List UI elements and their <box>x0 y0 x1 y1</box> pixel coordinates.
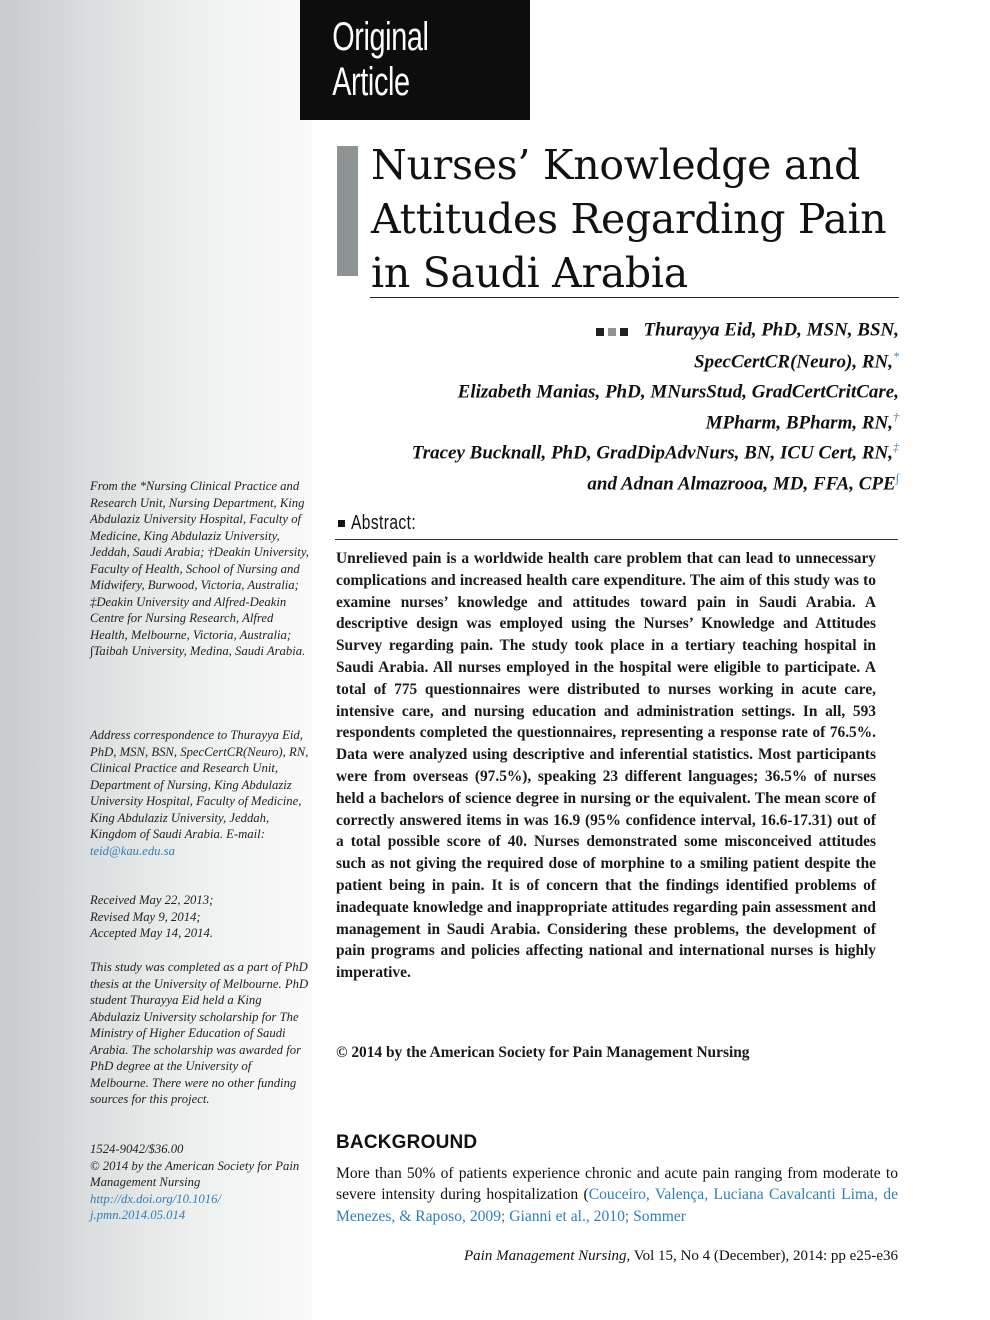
article-title: Nurses’ Knowledge and Attitudes Regarding Pain in Saudi Arabia <box>371 141 887 297</box>
affiliation-link[interactable]: * <box>893 348 899 363</box>
author-line: Tracey Bucknall, PhD, GradDipAdvNurs, BN, ICU Cert, RN,‡ <box>411 440 899 464</box>
abstract-rule <box>335 539 898 540</box>
affiliations: From the *Nursing Clinical Practice and Research Unit, Nursing Department, King Abdulaziz University Hospital, Faculty of Medicine, King Abdulaziz University, Jeddah, Saudi Arabia; †Deakin University, Faculty of Health, School of Nursing and Midwifery, Burwood, Victoria, Australia; ‡Deakin University and Alfred-Deakin Centre for Nursing Research, Alfred Health, Melbourne, Victoria, Australia; ∫Taibah University, Medina, Saudi Arabia. <box>90 479 309 658</box>
author-line: Elizabeth Manias, PhD, MNursStud, GradCertCritCare, <box>457 381 899 403</box>
author-line: SpecCertCR(Neuro), RN,* <box>694 348 899 372</box>
section-label: Original Article <box>332 15 429 104</box>
correspondence: Address correspondence to Thurayya Eid, PhD, MSN, BSN, SpecCertCR(Neuro), RN, Clinical Practice and Research Unit, Department of Nursing, King Abdulaziz University Hospital, Faculty of Medicine, King Abdulaziz University, Jeddah, Kingdom of Saudi Arabia. E-mail: teid@kau.edu.sa <box>90 728 309 858</box>
author-list <box>299 312 899 497</box>
author-marker-icon <box>596 318 632 343</box>
abstract-copyright: © 2014 by the American Society for Pain Management Nursing <box>336 1044 750 1061</box>
background-heading: BACKGROUND <box>336 1132 478 1153</box>
history-dates: Received May 22, 2013; Revised May 9, 2014; Accepted May 14, 2014. <box>90 893 214 940</box>
section-label-band <box>300 0 530 120</box>
abstract-text: Unrelieved pain is a worldwide health care problem that can lead to unnecessary complications and increased health care expenditure. The aim of this study was to examine nurses’ knowledge and attitudes toward pain in Saudi Arabia. A descriptive design was employed using the Nurses’ Knowledge and Attitudes Survey regarding pain. The study took place in a tertiary teaching hospital in Saudi Arabia. All nurses employed in the hospital were eligible to participate. A total of 775 questionnaires were distributed to nurses working in acute care, intensive care, and nursing education and administration settings. In all, 593 respondents completed the questionnaires, representing a response rate of 76.5%. Data were analyzed using descriptive and inferential statistics. Most participants were from overseas (97.5%), speaking 23 different languages; 36.5% of nurses held a bachelors of science degree in nursing or the equivalent. The mean score of correctly answered items in was 16.9 (95% confidence interval, 16.6-17.31) out of a total possible score of 40. Nurses demonstrated some misconceived attitudes such as not giving the required dose of morphine to a smiling patient despite the patient being in pain. It is of concern that the findings identified problems of inadequate knowledge and inappropriate attitudes regarding pain assessment and management in Saudi Arabia. Considering these problems, the development of pain programs and policies affecting national and international nurses is highly imperative. <box>336 550 876 982</box>
author-line: MPharm, BPharm, RN,† <box>705 409 899 434</box>
author-line: Thurayya Eid, PhD, MSN, BSN, <box>299 312 899 344</box>
email-link[interactable]: teid@kau.edu.sa <box>90 843 175 858</box>
citation-link[interactable]: Couceiro, Valença, Luciana Cavalcanti Lima, de Menezes, & Raposo, 2009; Gianni et al., 2010; Sommer <box>336 1186 898 1225</box>
author-line: and Adnan Almazrooa, MD, FFA, CPE∫ <box>587 471 899 495</box>
square-bullet-icon <box>338 520 345 527</box>
funding-note: This study was completed as a part of PhD thesis at the University of Melbourne. PhD student Thurayya Eid held a King Abdulaziz University scholarship for The Ministry of Higher Education of Saudi Arabia. The scholarship was awarded for PhD degree at the University of Melbourne. There were no other funding sources for this project. <box>90 960 309 1106</box>
abstract-heading: Abstract: <box>338 512 434 535</box>
affiliation-link[interactable]: ‡ <box>893 440 899 455</box>
doi-link[interactable]: http://dx.doi.org/10.1016/ j.pmn.2014.05.014 <box>90 1191 221 1222</box>
journal-footer: Pain Management Nursing, Vol 15, No 4 (December), 2014: pp e25-e36 <box>464 1248 898 1264</box>
background-text: More than 50% of patients experience chronic and acute pain ranging from moderate to severe intensity during hospitalization (Couceiro, Valença, Luciana Cavalcanti Lima, de Menezes, & Raposo, 2009; Gianni et al., 2010; Sommer <box>336 1165 898 1225</box>
publication-info: 1524-9042/$36.00 © 2014 by the American Society for Pain Management Nursing http://dx.doi.org/10.1016/ j.pmn.2014.05.014 <box>90 1142 300 1222</box>
sidebar-panel <box>0 0 312 1320</box>
affiliation-link[interactable]: ∫ <box>895 471 899 486</box>
title-rule <box>370 297 899 298</box>
title-accent-bar <box>337 146 358 276</box>
affiliation-link[interactable]: † <box>893 409 899 424</box>
